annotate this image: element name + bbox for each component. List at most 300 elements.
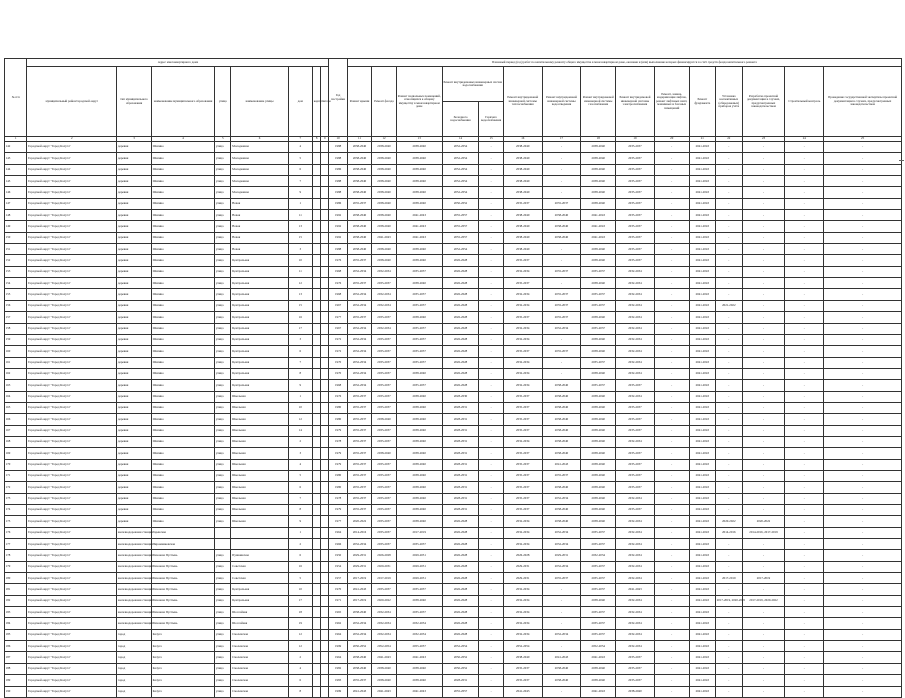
table-cell: 2035-2037 xyxy=(581,300,616,311)
table-cell: - xyxy=(785,266,824,277)
table-cell: 2035-2037 xyxy=(372,516,396,527)
table-cell: 2028-2031 xyxy=(442,414,479,425)
table-cell: 2038-2040 xyxy=(347,153,371,164)
table-cell: 2035-2037 xyxy=(396,323,442,334)
table-cell: 2041-2043 xyxy=(689,266,716,277)
table-cell: 2041-2043 xyxy=(581,232,616,243)
table-cell xyxy=(313,618,321,629)
table-cell: 2038-2040 xyxy=(581,414,616,425)
table-cell: 2041-2043 xyxy=(689,527,716,538)
table-cell: - xyxy=(824,312,902,323)
header-foundation: Ремонт фундамента xyxy=(689,67,716,137)
table-cell: 186 xyxy=(5,641,27,652)
table-cell: 2041-2043 xyxy=(581,210,616,221)
table-cell: 2041-2043 xyxy=(689,425,716,436)
table-cell: 2035-2037 xyxy=(372,334,396,345)
table-cell xyxy=(313,448,321,459)
table-cell: 2038-2040 xyxy=(542,516,581,527)
table-cell: 2035-2037 xyxy=(581,289,616,300)
table-row xyxy=(5,334,902,345)
table-cell: 2035-2037 xyxy=(616,402,655,413)
table-cell: 2035-2037 xyxy=(372,470,396,481)
table-cell: - xyxy=(785,539,824,550)
table-cell: 1978 xyxy=(329,436,347,447)
table-cell: - xyxy=(824,414,902,425)
table-cell: 2038-2040 xyxy=(396,312,442,323)
table-cell: 2041-2043 xyxy=(689,641,716,652)
table-cell: 2038-2040 xyxy=(347,142,371,153)
table-row xyxy=(5,164,902,175)
table-row xyxy=(5,539,902,550)
header-house: дом xyxy=(288,67,312,137)
table-cell: - xyxy=(742,164,785,175)
table-cell: 2038-2040 xyxy=(581,334,616,345)
table-cell: 6 xyxy=(288,164,312,175)
table-cell: Шопино xyxy=(151,357,214,368)
table-cell: Пирожниковская xyxy=(151,539,214,550)
table-cell: Калуга xyxy=(151,686,214,697)
table-cell: - xyxy=(742,493,785,504)
table-cell: Шопино xyxy=(151,482,214,493)
table-cell: Городской округ "Город Калуга" xyxy=(27,300,117,311)
table-cell: Шопино xyxy=(151,414,214,425)
table-cell: 2041-2043 xyxy=(689,380,716,391)
table-cell: - xyxy=(785,505,824,516)
table-cell: 2052-2054 xyxy=(503,641,542,652)
table-cell: 2041-2043 xyxy=(396,686,442,697)
table-cell: 6 xyxy=(288,675,312,686)
table-cell: 1992 xyxy=(329,210,347,221)
table-cell: - xyxy=(742,482,785,493)
header-muni-type: тип муниципального образования xyxy=(117,67,152,137)
table-cell: 2050-2052 xyxy=(442,198,479,209)
table-cell: 2035-2037 xyxy=(542,266,581,277)
table-cell: 2038-2040 xyxy=(581,198,616,209)
table-cell: 18 xyxy=(288,607,312,618)
table-cell: деревня xyxy=(117,221,152,232)
table-cell: 2041-2043 xyxy=(581,652,616,663)
table-cell: 1986 xyxy=(329,198,347,209)
column-number: 9 xyxy=(321,137,329,142)
table-cell: Шопино xyxy=(151,244,214,255)
table-cell: 2032-2034 xyxy=(503,266,542,277)
table-cell: 162 xyxy=(5,368,27,379)
table-cell: - xyxy=(824,323,902,334)
table-cell: 2035-2037 xyxy=(372,357,396,368)
table-cell: 2038-2040 xyxy=(396,368,442,379)
table-cell xyxy=(313,436,321,447)
table-cell: - xyxy=(824,584,902,595)
table-cell: 2038-2040 xyxy=(503,232,542,243)
table-cell: 2038-2040 xyxy=(542,414,581,425)
table-cell: 2038-2040 xyxy=(542,380,581,391)
table-cell: Новая xyxy=(231,232,288,243)
table-cell xyxy=(321,459,329,470)
table-cell: деревня xyxy=(117,312,152,323)
table-cell: - xyxy=(785,470,824,481)
table-cell: Городской округ "Город Калуга" xyxy=(27,663,117,674)
table-cell: 2032-2034 xyxy=(616,323,655,334)
table-cell: Городской округ "Город Калуга" xyxy=(27,142,117,153)
table-cell: 15 xyxy=(288,232,312,243)
table-cell: - xyxy=(654,414,689,425)
table-cell: 2035-2037 xyxy=(372,402,396,413)
table-cell: - xyxy=(742,629,785,640)
table-cell: 2017-2019 xyxy=(372,573,396,584)
table-cell: 2026-2028 xyxy=(442,334,479,345)
table-cell: - xyxy=(654,176,689,187)
table-cell: 2041-2043 xyxy=(689,470,716,481)
table-cell xyxy=(313,300,321,311)
table-cell: - xyxy=(824,436,902,447)
table-cell xyxy=(313,629,321,640)
table-cell: 2038-2040 xyxy=(581,482,616,493)
table-cell: Городской округ "Город Калуга" xyxy=(27,221,117,232)
table-cell: Калуга xyxy=(151,629,214,640)
table-cell: Центральная xyxy=(231,346,288,357)
table-cell: 2038-2040 xyxy=(347,607,371,618)
table-cell: 2041-2043 xyxy=(689,539,716,550)
table-cell: - xyxy=(742,210,785,221)
table-cell: 2038-2040 xyxy=(372,255,396,266)
table-cell xyxy=(313,244,321,255)
table-row xyxy=(5,176,902,187)
table-cell: 2050-2052 xyxy=(347,641,371,652)
table-cell: 1999 xyxy=(329,686,347,697)
table-cell: 2032-2034 xyxy=(616,357,655,368)
table-cell: 2035-2037 xyxy=(396,380,442,391)
table-cell: 2041-2043 xyxy=(689,652,716,663)
table-cell: 2026-2028 xyxy=(442,550,479,561)
table-cell: железнодорожная станция xyxy=(117,539,152,550)
table-cell: 2038-2040 xyxy=(503,210,542,221)
table-cell: Шопино xyxy=(151,221,214,232)
table-cell: улица xyxy=(215,584,231,595)
header-electric: Ремонт внутридомовой инженерной системы электроснабжения xyxy=(616,67,655,137)
table-cell: - xyxy=(542,607,581,618)
table-cell: Шопино xyxy=(151,470,214,481)
table-cell: - xyxy=(654,516,689,527)
table-cell: улица xyxy=(215,244,231,255)
table-cell: Шопино xyxy=(151,312,214,323)
table-row xyxy=(5,198,902,209)
header-address-group: Адрес многоквартирного дома xyxy=(27,59,329,67)
table-cell: 2038-2040 xyxy=(581,436,616,447)
table-cell: 2032-2034 xyxy=(396,618,442,629)
table-cell: 2038-2040 xyxy=(396,459,442,470)
table-cell: - xyxy=(479,402,503,413)
table-cell: 2032-2034 xyxy=(616,278,655,289)
table-cell: - xyxy=(785,300,824,311)
column-number: 6 xyxy=(231,137,288,142)
table-cell xyxy=(321,607,329,618)
table-cell: - xyxy=(654,142,689,153)
table-cell: Шопино xyxy=(151,164,214,175)
table-cell: 5 xyxy=(288,153,312,164)
table-cell: 1980 xyxy=(329,414,347,425)
table-cell: 2014-2016 xyxy=(716,527,743,538)
table-cell: 2032-2034 xyxy=(503,323,542,334)
table-cell: 3 xyxy=(288,448,312,459)
table-row xyxy=(5,448,902,459)
table-cell xyxy=(321,561,329,572)
table-cell: - xyxy=(716,618,743,629)
table-cell: 2038-2040 xyxy=(581,368,616,379)
table-cell: - xyxy=(742,266,785,277)
table-cell: - xyxy=(785,527,824,538)
table-cell: 2038-2040 xyxy=(581,153,616,164)
table-cell: - xyxy=(742,142,785,153)
table-cell: 2035-2037 xyxy=(372,436,396,447)
table-cell: 170 xyxy=(5,459,27,470)
table-cell: - xyxy=(785,323,824,334)
table-cell: 2041-2043 xyxy=(396,221,442,232)
table-cell: - xyxy=(785,414,824,425)
table-cell: 1977 xyxy=(329,516,347,527)
table-cell: 2032-2034 xyxy=(503,516,542,527)
table-cell: 2038-2040 xyxy=(503,221,542,232)
table-cell: 2032-2034 xyxy=(347,323,371,334)
table-cell xyxy=(321,629,329,640)
table-cell: 2032-2034 xyxy=(542,539,581,550)
table-cell: улица xyxy=(215,198,231,209)
table-cell: - xyxy=(479,187,503,198)
table-cell: - xyxy=(785,357,824,368)
table-cell: 2032-2034 xyxy=(372,289,396,300)
table-cell: 2035-2037 xyxy=(503,482,542,493)
table-cell xyxy=(313,663,321,674)
table-cell: 2035-2037 xyxy=(372,425,396,436)
table-cell: деревня xyxy=(117,493,152,504)
table-cell: 2032-2034 xyxy=(372,607,396,618)
table-cell: - xyxy=(742,232,785,243)
table-cell: 2026-2028 xyxy=(442,346,479,357)
table-cell: - xyxy=(654,561,689,572)
table-cell: 2038-2040 xyxy=(372,414,396,425)
table-cell: Городской округ "Город Калуга" xyxy=(27,527,117,538)
table-cell xyxy=(231,527,288,538)
table-cell: 6 xyxy=(288,346,312,357)
table-cell: Школьная xyxy=(231,448,288,459)
table-cell: - xyxy=(824,459,902,470)
table-cell: 2035-2037 xyxy=(616,153,655,164)
table-cell: 174 xyxy=(5,505,27,516)
table-header xyxy=(5,59,902,142)
table-cell: 2052-2054 xyxy=(442,244,479,255)
table-cell: Центральная xyxy=(231,368,288,379)
table-cell: 4 xyxy=(288,459,312,470)
table-cell: 2035-2037 xyxy=(503,198,542,209)
table-cell: - xyxy=(654,448,689,459)
table-cell xyxy=(321,414,329,425)
table-cell: 2026-2028 xyxy=(442,516,479,527)
table-cell: 2038-2040 xyxy=(396,505,442,516)
table-cell: 1992 xyxy=(329,232,347,243)
table-cell: 166 xyxy=(5,414,27,425)
table-cell: 2041-2043 xyxy=(689,187,716,198)
table-cell: - xyxy=(479,153,503,164)
table-cell: - xyxy=(479,346,503,357)
table-cell: - xyxy=(824,278,902,289)
table-cell: улица xyxy=(215,516,231,527)
table-cell: 2041-2043 xyxy=(689,198,716,209)
table-cell: Городской округ "Город Калуга" xyxy=(27,210,117,221)
column-number: 21 xyxy=(689,137,716,142)
table-cell: 2038-2040 xyxy=(396,187,442,198)
table-cell: 2035-2037 xyxy=(503,278,542,289)
table-cell: - xyxy=(742,618,785,629)
table-cell xyxy=(313,334,321,345)
table-cell: - xyxy=(824,368,902,379)
table-cell: 1986 xyxy=(329,164,347,175)
table-cell xyxy=(321,652,329,663)
table-cell xyxy=(321,255,329,266)
table-cell: 2032-2034 xyxy=(503,629,542,640)
table-cell: Шопино xyxy=(151,210,214,221)
table-cell: 2038-2040 xyxy=(372,663,396,674)
table-cell: 2038-2040 xyxy=(542,391,581,402)
table-cell: Школьная xyxy=(231,459,288,470)
table-cell: Городской округ "Город Калуга" xyxy=(27,470,117,481)
table-cell: 2041-2043 xyxy=(689,436,716,447)
table-cell: 1972 xyxy=(329,346,347,357)
table-cell: улица xyxy=(215,448,231,459)
table-cell: Городской округ "Город Калуга" xyxy=(27,402,117,413)
table-cell: Школьная xyxy=(231,493,288,504)
table-cell: 2032-2034 xyxy=(581,550,616,561)
table-cell: 2035-2037 xyxy=(347,198,371,209)
table-cell: 2026-2028 xyxy=(442,527,479,538)
table-cell: 1976 xyxy=(329,391,347,402)
table-cell: - xyxy=(716,493,743,504)
table-cell: 154 xyxy=(5,278,27,289)
table-cell: 2035-2037 xyxy=(396,539,442,550)
table-cell xyxy=(231,539,288,550)
table-cell: 15 xyxy=(288,300,312,311)
table-cell: деревня xyxy=(117,323,152,334)
table-cell: 2038-2040 xyxy=(396,493,442,504)
header-municipality: муниципальный район/городской округ xyxy=(27,67,117,137)
table-cell: - xyxy=(824,380,902,391)
table-cell: 2035-2037 xyxy=(616,663,655,674)
table-cell: 2035-2037 xyxy=(581,629,616,640)
table-cell: 2038-2040 xyxy=(581,425,616,436)
table-cell: - xyxy=(716,629,743,640)
table-cell: Шопино xyxy=(151,380,214,391)
table-cell: Советская xyxy=(231,573,288,584)
table-cell: 2041-2043 xyxy=(689,221,716,232)
table-cell: деревня xyxy=(117,210,152,221)
table-cell: 2038-2040 xyxy=(396,425,442,436)
table-cell: - xyxy=(785,142,824,153)
table-cell: Городской округ "Город Калуга" xyxy=(27,539,117,550)
table-cell: Шопино xyxy=(151,232,214,243)
header-meters: Установка коллективных (общедомовых) приборов учёта xyxy=(716,67,743,137)
table-cell: 2038-2040 xyxy=(396,244,442,255)
table-cell: - xyxy=(824,448,902,459)
table-cell: Центральная xyxy=(231,380,288,391)
header-hot-water: Горячего водоснабжения xyxy=(479,102,503,137)
table-cell: 2052-2054 xyxy=(581,641,616,652)
table-cell xyxy=(321,266,329,277)
table-cell: 2038-2040 xyxy=(503,244,542,255)
column-number: 14 xyxy=(442,137,479,142)
table-cell xyxy=(215,527,231,538)
table-cell xyxy=(313,221,321,232)
table-cell: 2035-2037 xyxy=(347,493,371,504)
table-row xyxy=(5,414,902,425)
table-cell: 2038-2040 xyxy=(396,164,442,175)
table-cell: 183 xyxy=(5,607,27,618)
table-cell: Городской округ "Город Калуга" xyxy=(27,187,117,198)
table-cell xyxy=(321,164,329,175)
table-cell: 179 xyxy=(5,561,27,572)
table-cell: 2035-2037 xyxy=(581,323,616,334)
table-cell: 2035-2037 xyxy=(347,459,371,470)
table-cell: - xyxy=(542,686,581,697)
table-cell xyxy=(321,380,329,391)
table-cell: 1983 xyxy=(329,675,347,686)
table-cell: деревня xyxy=(117,482,152,493)
table-cell: - xyxy=(479,652,503,663)
table-cell: Городской округ "Город Калуга" xyxy=(27,448,117,459)
table-cell: Шопино xyxy=(151,505,214,516)
table-cell: улица xyxy=(215,607,231,618)
table-cell: - xyxy=(542,368,581,379)
table-cell: 19 xyxy=(288,618,312,629)
table-cell: 2032-2034 xyxy=(503,380,542,391)
table-cell: - xyxy=(479,164,503,175)
table-row xyxy=(5,595,902,606)
table-cell: - xyxy=(716,380,743,391)
table-cell xyxy=(313,641,321,652)
table-cell xyxy=(321,663,329,674)
table-cell: - xyxy=(824,402,902,413)
table-cell: 2038-2040 xyxy=(347,164,371,175)
table-cell: 2020-2022 xyxy=(372,595,396,606)
table-cell: деревня xyxy=(117,470,152,481)
table-cell xyxy=(313,584,321,595)
table-cell: 2014-2016, 2017-2019 xyxy=(742,527,785,538)
table-cell: 2038-2040 xyxy=(581,470,616,481)
table-cell: Городской округ "Город Калуга" xyxy=(27,380,117,391)
table-cell xyxy=(321,198,329,209)
table-cell: 2041-2043 xyxy=(689,153,716,164)
table-cell: 2032-2034 xyxy=(503,584,542,595)
table-cell: - xyxy=(742,334,785,345)
table-cell: 2032-2034 xyxy=(503,595,542,606)
table-cell: Городской округ "Город Калуга" xyxy=(27,425,117,436)
column-number: 8 xyxy=(313,137,321,142)
table-cell: 2035-2037 xyxy=(542,198,581,209)
table-cell: 149 xyxy=(5,221,27,232)
table-cell: Центральная xyxy=(231,312,288,323)
table-row xyxy=(5,675,902,686)
table-cell: 2038-2040 xyxy=(616,686,655,697)
table-cell: 2032-2034 xyxy=(347,266,371,277)
table-cell: 2038-2040 xyxy=(542,663,581,674)
table-cell: - xyxy=(479,244,503,255)
header-sewer: Ремонт внутридомовой инженерной системы водоотведения xyxy=(542,67,581,137)
table-cell: - xyxy=(542,584,581,595)
table-cell: - xyxy=(824,176,902,187)
table-cell: 1964 xyxy=(329,527,347,538)
table-cell: 2035-2037 xyxy=(581,618,616,629)
table-cell: 1968 xyxy=(329,380,347,391)
table-cell: 176 xyxy=(5,527,27,538)
table-cell: 2041-2043 xyxy=(689,675,716,686)
table-cell: Шопино xyxy=(151,323,214,334)
